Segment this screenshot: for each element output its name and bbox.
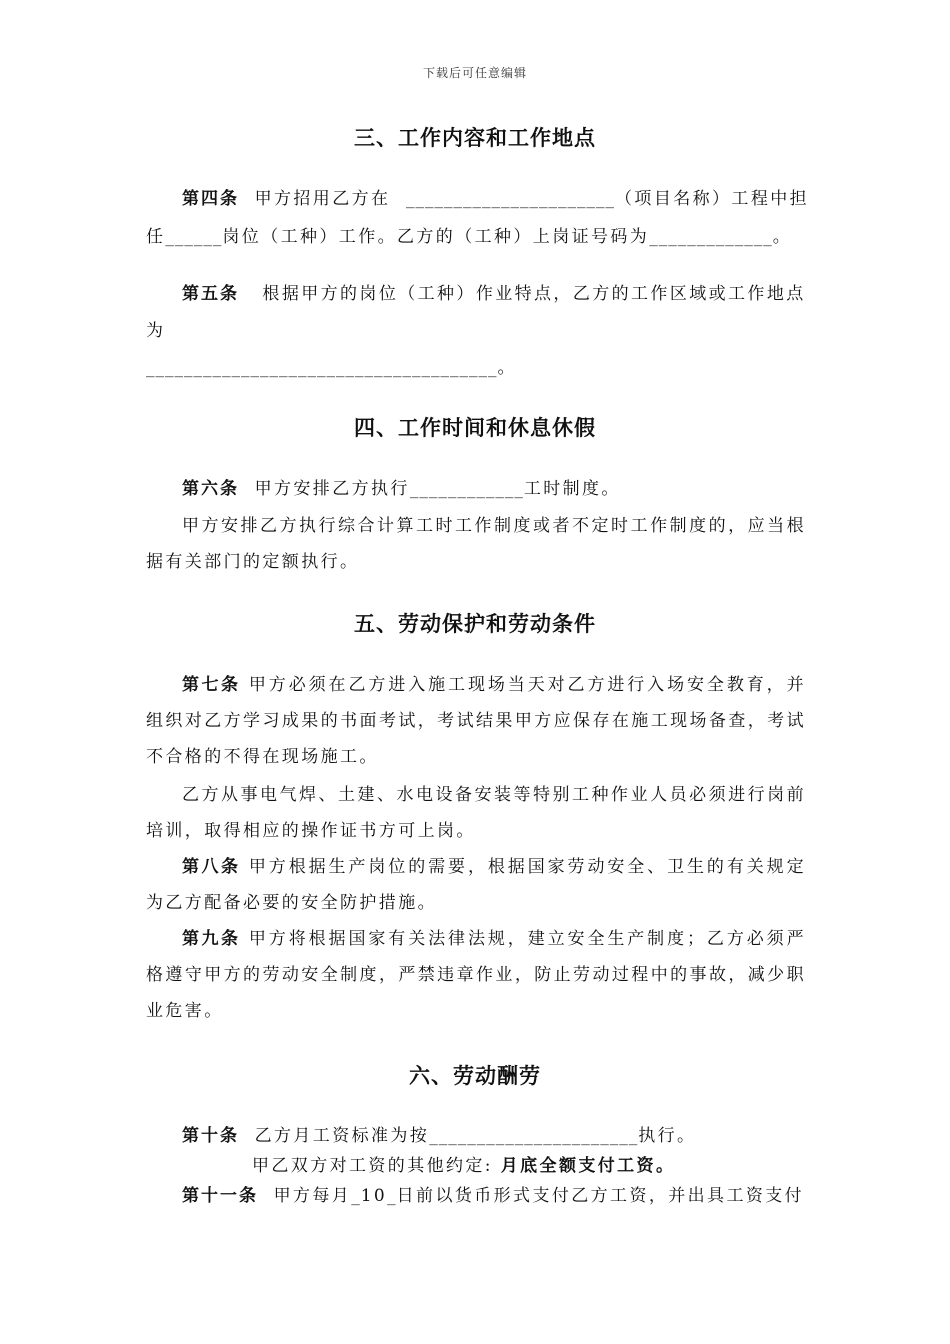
article-5-line-1 [182,276,806,312]
article-7-label: 第七条 [182,675,241,695]
article-11-day: 10 [360,1186,388,1206]
article-8-label: 第八条 [182,857,241,877]
article-4-project-blank: ______________________ [406,189,616,209]
article-6-paragraph-2: 甲方安排乙方执行综合计算工时工作制度或者不定时工作制度的，应当根据有关部门的定额执行。 [146,516,806,572]
article-7-paragraph-2: 乙方从事电气焊、土建、水电设备安装等特别工种作业人员必须进行岗前培训，取得相应的操作证书方可上岗。 [146,785,806,841]
article-7-text: 甲方必须在乙方进入施工现场当天对乙方进行入场安全教育，并组织对乙方学习成果的书面考试，考试结果甲方应保存在施工现场备查，考试不合格的不得在现场施工。 [146,675,806,767]
section-title-3: 三、工作内容和工作地点 [354,126,596,150]
article-5-label: 第五条 [182,284,239,304]
article-6-tail: 工时制度。 [523,479,621,499]
article-6-label: 第六条 [182,479,239,499]
article-4-line2-end: 。 [772,227,793,247]
article-6-hours-blank: ____________ [409,479,524,499]
article-4-line-2 [146,219,792,255]
article-4-line-1 [182,181,809,217]
article-6-line-1 [182,471,621,507]
article-11-text-a: 甲方每月 [273,1186,352,1206]
article-5-text: 根据甲方的岗位（工种）作业特点，乙方的工作区域或工作地点 [262,284,806,304]
article-6-text: 甲方安排乙方执行 [254,479,410,499]
section-title-4: 四、工作时间和休息休假 [354,416,596,440]
article-4-text-tail: （项目名称）工程中担 [615,189,810,209]
article-11-text-b: 日前以货币形式支付乙方工资，并出具工资支付 [396,1186,805,1206]
article-10-other-text: 甲乙双方对工资的其他约定: [252,1156,493,1176]
article-5-line-2: 为 [146,321,166,341]
article-10-wage-blank: ______________________ [429,1126,639,1146]
article-5-location-blank: _____________________________________ [146,358,498,378]
article-4-label: 第四条 [182,189,239,209]
article-8-paragraph [146,849,806,921]
article-5-line-3 [146,350,517,386]
article-9-paragraph [146,921,806,1029]
article-8-text: 甲方根据生产岗位的需要，根据国家劳动安全、卫生的有关规定为乙方配备必要的安全防护措施。 [146,857,806,913]
article-4-text: 甲方招用乙方在 [254,189,391,209]
article-9-text: 甲方将根据国家有关法律法规，建立安全生产制度；乙方必须严格遵守甲方的劳动安全制度，严禁违章作业，防止劳动过程中的事故，减少职业危害。 [146,929,806,1021]
article-4-line2-head: 任 [146,227,166,247]
article-11-line-1 [182,1178,804,1214]
article-11-label: 第十一条 [182,1186,258,1206]
article-10-label: 第十条 [182,1126,239,1146]
article-10-text: 乙方月工资标准为按 [254,1126,430,1146]
article-5-end: 。 [497,358,517,378]
article-11-blank-a: _ [351,1186,361,1206]
article-4-line2-mid: 岗位（工种）工作。乙方的（工种）上岗证号码为 [222,227,650,247]
article-7-paragraph [146,667,806,775]
header-note: 下载后可任意编辑 [422,66,527,80]
article-4-cert-blank: _____________ [649,227,773,247]
article-10-tail: 执行。 [638,1126,697,1146]
section-title-6: 六、劳动酬劳 [409,1064,541,1088]
article-9-label: 第九条 [182,929,241,949]
article-11-blank-b: _ [387,1186,397,1206]
section-title-5: 五、劳动保护和劳动条件 [354,612,596,636]
article-10-other-bold: 月底全额支付工资。 [500,1156,676,1176]
article-4-post-blank: ______ [165,227,223,247]
